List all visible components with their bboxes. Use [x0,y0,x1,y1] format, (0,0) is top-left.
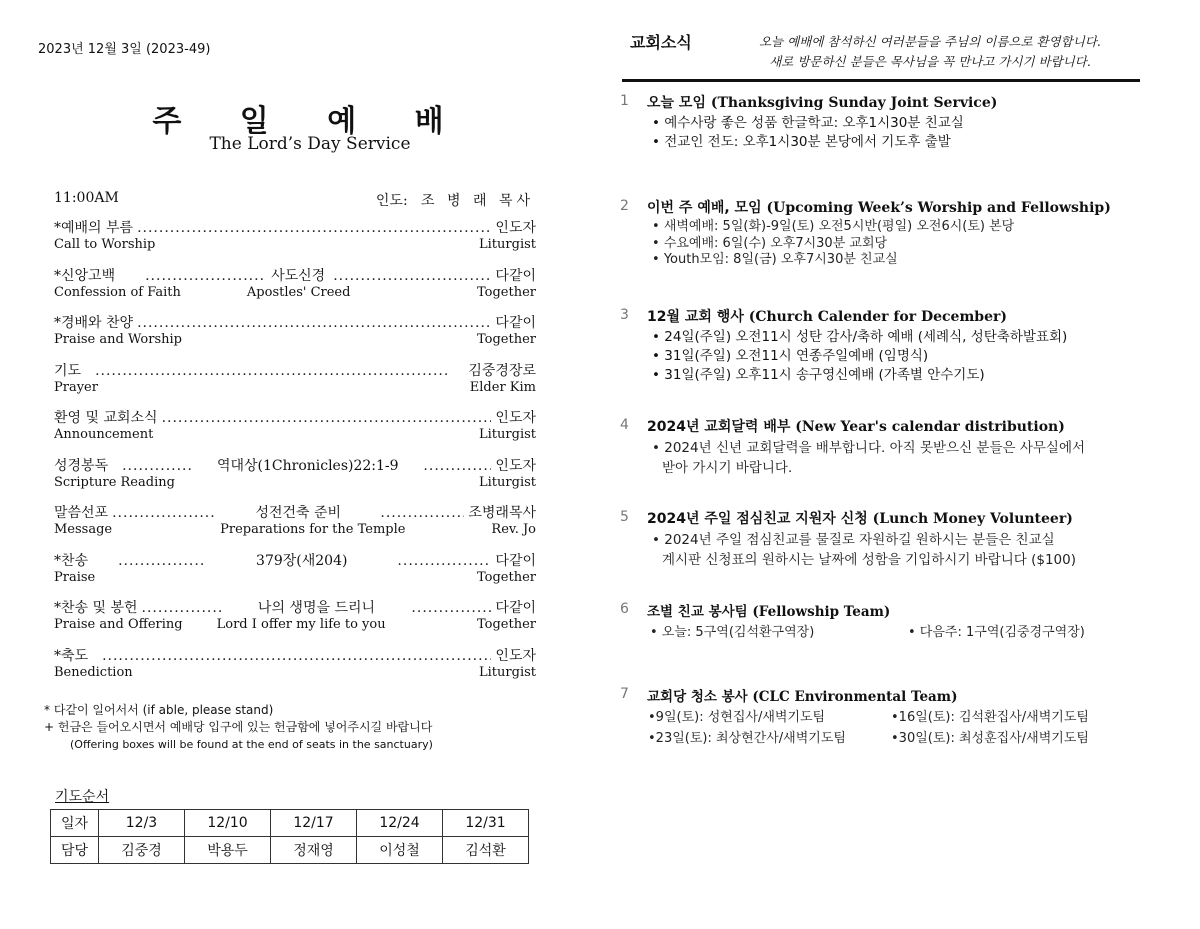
section-number: 7 [620,686,629,702]
heading-en: (CLC Environmental Team) [752,689,958,705]
order-item [54,600,536,648]
note-offering-en: (Offering boxes will be found at the end of seats in the sanctuary) [70,738,433,751]
welcome-message [720,32,1140,72]
item-leader-ko: 다같이 [495,552,536,569]
item-title-ko: *찬송 [54,552,89,569]
prayer-schedule-table [50,809,529,864]
paragraph-line: • 2024년 주일 점심친교를 물질로 자원하길 원하시는 분들은 친교실 [652,532,1055,548]
item-title-ko: 성경봉독 [54,457,109,474]
item-title-ko: *예배의 부름 [54,220,134,236]
list-item: • 31일(주일) 오후11시 송구영신예배 (가족별 안수기도) [652,366,1067,385]
title-korean: 주 일 예 배 [152,104,468,139]
item-leader-en: Elder Kim [469,379,536,395]
item-title-en: Benediction [54,664,133,680]
section-heading [647,416,1065,436]
item-leader-ko: 다같이 [495,267,536,284]
team-list [650,622,1085,643]
item-title-en: Praise and Worship [54,332,182,347]
schedule-entry: •16일(토): 김석환집사/새벽기도팀 [891,710,1089,725]
note-stand: * 다같이 일어서서 (if able, please stand) [44,703,274,717]
section-number: 2 [620,198,629,214]
table-cell: 이성철 [357,837,443,864]
section-number: 3 [620,307,629,323]
order-item [54,315,536,363]
order-item [54,553,536,601]
item-title-en: Prayer [54,379,98,395]
item-leader-en: Liturgist [479,427,536,442]
item-title-en: Call to Worship [54,237,156,252]
heading-ko: 2024년 교회달력 배부 [647,419,791,435]
title-english: The Lord’s Day Service [209,134,411,154]
order-item [54,648,536,696]
divider [622,79,1140,82]
section-list [652,328,1067,385]
item-content-ko: 역대상(1Chronicles)22:1-9 [216,457,399,474]
table-cell: 정재영 [271,837,357,864]
item-leader-ko: 인도자 [495,410,536,426]
paragraph-line: • 2024년 신년 교회달력을 배부합니다. 아직 못받으신 분들은 사무실에서 [652,440,1086,456]
section-paragraph [652,438,1164,478]
section-heading [647,600,890,620]
order-item [54,458,536,506]
table-cell: 김중경 [99,837,185,864]
section-list [652,219,1014,269]
order-item [54,410,536,458]
item-leader-en: Rev. Jo [491,522,536,537]
item-leader-en: Together [476,569,536,585]
section-number: 1 [620,93,629,109]
item-title-ko: 환영 및 교회소식 [54,410,158,426]
schedule-entry: •30일(토): 최성훈집사/새벽기도팀 [891,731,1089,746]
item-content-en: Lord I offer my life to you [216,617,386,632]
schedule-entry: •9일(토): 성현집사/새벽기도팀 [648,710,826,725]
service-time: 11:00AM [54,190,119,206]
leader-label: 인도: [375,193,408,209]
table-cell: 12/24 [357,810,443,837]
heading-en: (Church Calender for December) [748,309,1007,325]
list-item: • 전교인 전도: 오후1시30분 본당에서 기도후 출발 [652,133,964,152]
table-cell: 12/31 [443,810,529,837]
table-row [51,837,529,864]
news-title: 교회소식 [630,33,692,52]
section-number: 5 [620,509,629,525]
item-title-ko: *찬송 및 봉헌 [54,600,138,616]
heading-ko: 오늘 모임 [647,95,706,111]
section-list [652,114,964,152]
heading-en: (Thanksgiving Sunday Joint Service) [710,95,998,111]
item-leader-ko: 김중경장로 [468,362,536,379]
item-leader-en: Liturgist [479,237,536,252]
team-today: • 오늘: 5구역(김석환구역장) [650,625,815,640]
note-offering: + 헌금은 들어오시면서 예배당 입구에 있는 헌금함에 넣어주시길 바랍니다 [44,720,433,734]
item-leader-ko: 다같이 [495,600,536,616]
table-row [51,810,529,837]
item-title-ko: *경배와 찬양 [54,315,134,331]
cleaning-schedule [648,707,1089,749]
item-title-en: Scripture Reading [54,474,175,490]
leader-name: 조 병 래 목사 [421,193,534,209]
table-cell: 일자 [51,810,99,837]
order-of-worship [54,220,536,695]
heading-en: (Fellowship Team) [752,604,891,620]
service-leader [376,190,534,210]
bulletin-date: 2023년 12월 3일 (2023-49) [38,42,211,57]
item-content-ko: 나의 생명을 드리니 [257,600,376,616]
table-cell: 김석환 [443,837,529,864]
welcome-line: 새로 방문하신 분들은 목사님을 꼭 만나고 가시기 바랍니다. [769,54,1091,69]
table-cell: 박용두 [185,837,271,864]
heading-ko: 조별 친교 봉사팀 [647,604,748,620]
section-number: 4 [620,417,629,433]
list-item: • 31일(주일) 오전11시 연종주일예배 (임명식) [652,347,1067,366]
right-page [620,0,1180,929]
list-item: • 수요예배: 6일(수) 오후7시30분 교회당 [652,236,1014,253]
paragraph-line: 계시판 신청표의 원하시는 날짜에 성함을 기입하시기 바랍니다 ($100) [662,552,1076,568]
order-item [54,220,536,268]
item-leader-en: Together [476,284,536,300]
service-notes [44,702,433,753]
item-title-en: Announcement [54,427,154,442]
order-item [54,268,536,316]
item-content-en: Apostles' Creed [246,284,351,300]
prayer-schedule-title: 기도순서 [55,789,110,805]
item-content-en: Preparations for the Temple [220,522,406,537]
paragraph-line: 받아 가시기 바랍니다. [662,460,793,476]
team-next-week: • 다음주: 1구역(김중경구역장) [908,625,1085,640]
item-title-ko: 말씀선포 [54,505,109,521]
table-cell: 12/3 [99,810,185,837]
item-title-ko: *신앙고백 [54,267,116,284]
section-heading [647,197,1111,217]
section-heading [647,508,1073,528]
section-paragraph [652,530,1164,570]
item-title-en: Message [54,522,113,537]
section-number: 6 [620,601,629,617]
order-item [54,505,536,553]
item-leader-ko: 인도자 [495,647,536,664]
item-title-en: Praise [54,569,96,585]
heading-en: (New Year's calendar distribution) [795,419,1065,435]
list-item: • 예수사랑 좋은 성품 한글학교: 오후1시30분 친교실 [652,114,964,133]
table-cell: 12/17 [271,810,357,837]
section-heading [647,92,997,112]
list-item: • 새벽예배: 5일(화)-9일(토) 오전5시반(평일) 오전6시(토) 본당 [652,219,1014,236]
left-page [0,0,590,929]
item-title-ko: *축도 [54,647,89,664]
item-content-ko: 379장(새204) [256,552,348,569]
item-leader-ko: 조병래목사 [468,505,536,521]
item-title-en: Confession of Faith [54,284,181,300]
item-leader-en: Liturgist [479,664,536,680]
heading-ko: 12월 교회 행사 [647,309,744,325]
table-cell: 담당 [51,837,99,864]
heading-en: (Upcoming Week’s Worship and Fellowship) [766,200,1111,216]
heading-ko: 2024년 주일 점심친교 지원자 신청 [647,511,868,527]
service-time-row [54,190,534,210]
section-heading [647,306,1007,326]
item-leader-ko: 인도자 [495,457,536,474]
list-item: • Youth모임: 8일(금) 오후7시30분 친교실 [652,252,1014,269]
heading-en: (Lunch Money Volunteer) [872,511,1073,527]
list-item: • 24일(주일) 오전11시 성탄 감사/축하 예배 (세례식, 성탄축하발표회) [652,328,1067,347]
schedule-entry: •23일(토): 최상현간사/새벽기도팀 [648,731,846,746]
item-leader-ko: 인도자 [495,220,536,236]
item-content-ko: 성전건축 준비 [255,505,342,521]
item-title-ko: 기도 [54,362,82,379]
item-content-ko: 사도신경 [271,267,326,284]
section-heading [647,685,957,705]
heading-ko: 이번 주 예배, 모임 [647,200,762,216]
item-leader-en: Liturgist [479,474,536,490]
welcome-line: 오늘 예배에 참석하신 여러분들을 주님의 이름으로 환영합니다. [759,34,1101,49]
heading-ko: 교회당 청소 봉사 [647,689,748,705]
item-leader-en: Together [476,617,536,632]
order-item [54,363,536,411]
item-leader-en: Together [476,332,536,347]
table-cell: 12/10 [185,810,271,837]
item-title-en: Praise and Offering [54,617,183,632]
item-leader-ko: 다같이 [495,315,536,331]
